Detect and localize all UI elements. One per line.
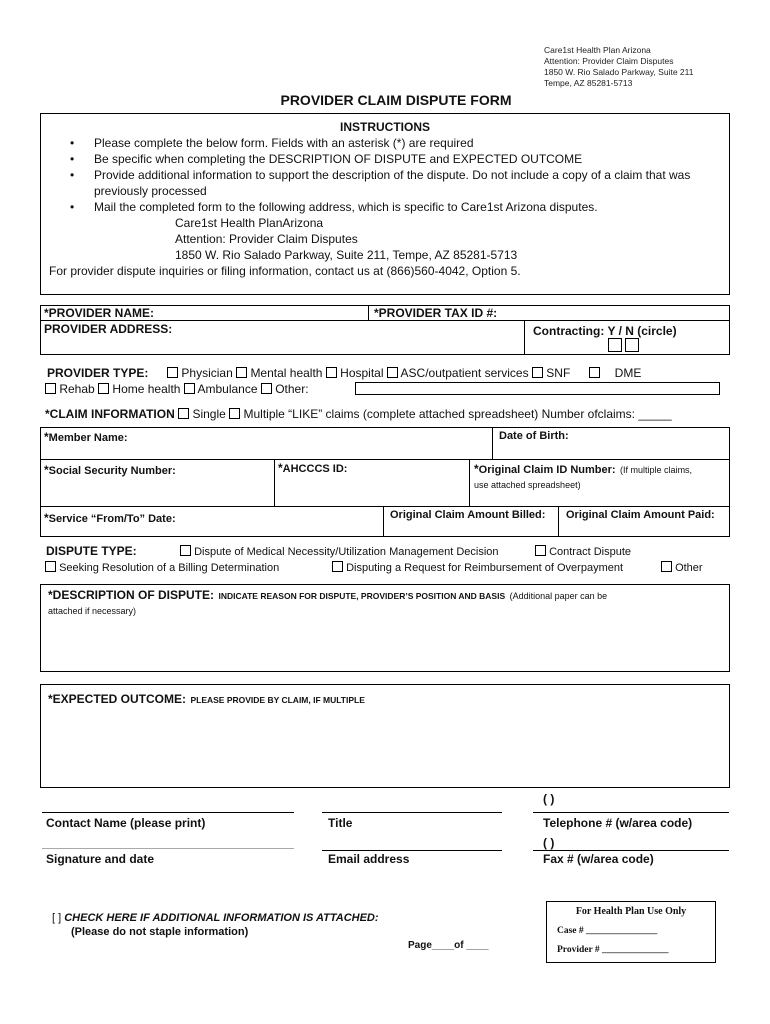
ambulance-label: Ambulance <box>197 382 258 396</box>
mental-health-label: Mental health <box>250 366 323 380</box>
ahcccs-id-field[interactable] <box>278 461 347 475</box>
provider-address-label: PROVIDER ADDRESS: <box>44 322 173 336</box>
contact-name-label: Contact Name (please print) <box>46 816 206 830</box>
provider-type-row1 <box>47 366 641 380</box>
multiple-claim-label: Multiple “LIKE” claims (complete attached spreadsheet) Number ofclaims: _____ <box>243 407 672 421</box>
rehab-label: Rehab <box>59 382 95 396</box>
mailing-address-block <box>544 45 693 89</box>
single-claim-checkbox[interactable] <box>178 408 189 419</box>
expected-label: *EXPECTED OUTCOME: <box>48 692 187 706</box>
additional-info-checkbox[interactable]: [ ] <box>52 912 62 924</box>
original-claim-id-field[interactable] <box>474 462 729 492</box>
physician-checkbox[interactable] <box>167 367 178 378</box>
dispute-type-label: DISPUTE TYPE: <box>46 544 137 558</box>
description-caps: INDICATE REASON FOR DISPUTE, PROVIDER’S POSITION AND BASIS <box>218 591 506 601</box>
other-type-input[interactable] <box>355 382 720 395</box>
claim-info-row <box>45 407 672 421</box>
amount-paid-field[interactable]: Original Claim Amount Paid: <box>566 509 715 521</box>
divider <box>368 305 369 321</box>
bullet-icon: • <box>70 168 75 182</box>
required-asterisk: * <box>474 462 479 476</box>
address-line: Attention: Provider Claim Disputes <box>544 56 674 66</box>
instruction-text: Mail the completed form to the following address, which is specific to Care1st Arizona disputes. <box>94 200 598 214</box>
additional-info-check[interactable] <box>52 912 379 924</box>
description-note: attached if necessary) <box>48 606 137 616</box>
provider-tax-id-field[interactable] <box>374 306 497 320</box>
other-type-label: Other: <box>275 382 309 396</box>
home-health-label: Home health <box>112 382 181 396</box>
hospital-label: Hospital <box>340 366 384 380</box>
ambulance-checkbox[interactable] <box>184 383 195 394</box>
contact-info: For provider dispute inquiries or filing information, contact us at (866)560-4042, Option 5. <box>49 264 521 278</box>
instruction-text: previously processed <box>94 184 207 198</box>
staple-note: (Please do not staple information) <box>71 926 249 938</box>
multiple-claim-checkbox[interactable] <box>229 408 240 419</box>
dispute-opt5 <box>661 561 703 574</box>
dispute-opt1 <box>180 545 499 558</box>
overpayment-checkbox[interactable] <box>332 561 343 572</box>
hospital-checkbox[interactable] <box>326 367 337 378</box>
description-label: *DESCRIPTION OF DISPUTE: <box>48 588 215 602</box>
instruction-item <box>40 135 730 151</box>
instruction-text: Be specific when completing the DESCRIPTION OF DISPUTE and EXPECTED OUTCOME <box>94 152 583 166</box>
health-plan-use-heading: For Health Plan Use Only <box>575 906 687 917</box>
required-asterisk: * <box>44 463 49 477</box>
contact-name-line[interactable] <box>42 812 294 813</box>
email-label: Email address <box>328 852 410 866</box>
address-line: Tempe, AZ 85281-5713 <box>544 78 633 88</box>
dispute-opt3 <box>45 561 279 574</box>
provider-name-label: PROVIDER NAME: <box>48 306 155 320</box>
description-note: (Additional paper can be <box>509 591 608 601</box>
mail-address <box>40 215 730 263</box>
fax-line[interactable] <box>533 850 729 851</box>
required-asterisk: * <box>44 306 49 320</box>
address-line: Care1st Health Plan Arizona <box>544 45 651 55</box>
dispute-opt2 <box>535 545 631 558</box>
snf-checkbox[interactable] <box>532 367 543 378</box>
provider-tax-id-label: PROVIDER TAX ID #: <box>378 306 498 320</box>
additional-info-label: CHECK HERE IF ADDITIONAL INFORMATION IS ATTACHED: <box>64 912 379 924</box>
expected-header <box>48 690 365 708</box>
email-line[interactable] <box>322 850 502 851</box>
other-dispute-checkbox[interactable] <box>661 561 672 572</box>
rehab-checkbox[interactable] <box>45 383 56 394</box>
provider-type-label: PROVIDER TYPE: <box>47 366 149 380</box>
original-claim-note: use attached spreadsheet) <box>474 480 581 490</box>
dme-label: DME <box>614 366 642 380</box>
description-header <box>48 588 723 618</box>
title-line[interactable] <box>322 812 502 813</box>
mail-address-line: 1850 W. Rio Salado Parkway, Suite 211, Tempe, AZ 85281-5713 <box>175 248 518 262</box>
physician-label: Physician <box>181 366 233 380</box>
signature-date-label: Signature and date <box>46 852 155 866</box>
telephone-area-code: ( ) <box>543 792 555 806</box>
bullet-icon: • <box>70 152 75 166</box>
medical-necessity-label: Dispute of Medical Necessity/Utilization Management Decision <box>194 546 499 558</box>
instruction-item <box>40 199 730 215</box>
claim-info-label: *CLAIM INFORMATION <box>45 407 175 421</box>
instruction-item <box>40 167 730 199</box>
fax-label: Fax # (w/area code) <box>543 852 654 866</box>
signature-line[interactable] <box>42 848 294 849</box>
overpayment-label: Disputing a Request for Reimbursement of Overpayment <box>346 562 624 574</box>
contracting-y-checkbox[interactable] <box>608 338 622 352</box>
amount-billed-field[interactable]: Original Claim Amount Billed: <box>390 509 546 521</box>
contracting-label: Contracting: Y / N (circle) <box>533 324 677 338</box>
asc-label: ASC/outpatient services <box>400 366 529 380</box>
home-health-checkbox[interactable] <box>98 383 109 394</box>
snf-label: SNF <box>546 366 571 380</box>
expected-caps: PLEASE PROVIDE BY CLAIM, IF MULTIPLE <box>190 695 365 705</box>
divider <box>274 459 275 506</box>
service-date-label: Service “From/To” Date: <box>48 513 176 525</box>
case-number-field[interactable]: Case # _______________ <box>557 926 658 936</box>
instruction-item <box>40 151 730 167</box>
page-number: Page____of ____ <box>408 940 489 951</box>
telephone-line[interactable] <box>533 812 729 813</box>
provider-number-field[interactable]: Provider # ______________ <box>557 945 669 955</box>
service-date-field[interactable] <box>44 511 176 525</box>
member-name-field[interactable] <box>44 430 128 444</box>
bullet-icon: • <box>70 200 75 214</box>
ssn-field[interactable] <box>44 463 176 477</box>
required-asterisk: * <box>44 511 49 525</box>
title-label: Title <box>328 816 353 830</box>
mail-address-line: Care1st Health PlanArizona <box>175 216 324 230</box>
instructions-heading: INSTRUCTIONS <box>340 120 430 134</box>
divider <box>492 427 493 459</box>
instruction-text: Please complete the below form. Fields with an asterisk (*) are required <box>94 136 474 150</box>
divider <box>524 320 525 355</box>
medical-necessity-checkbox[interactable] <box>180 545 191 556</box>
original-claim-id-label: Original Claim ID Number: <box>478 464 616 476</box>
divider <box>40 459 730 460</box>
address-line: 1850 W. Rio Salado Parkway, Suite 211 <box>544 67 694 77</box>
dob-field[interactable]: Date of Birth: <box>499 430 569 442</box>
required-asterisk: * <box>278 461 283 475</box>
dme-checkbox[interactable] <box>589 367 600 378</box>
ahcccs-id-label: AHCCCS ID: <box>282 463 348 475</box>
form-title: PROVIDER CLAIM DISPUTE FORM <box>280 92 512 108</box>
divider <box>40 320 730 321</box>
provider-type-row2 <box>45 382 309 396</box>
ssn-label: Social Security Number: <box>48 465 176 477</box>
other-type-checkbox[interactable] <box>261 383 272 394</box>
dispute-opt4 <box>332 561 623 574</box>
asc-checkbox[interactable] <box>387 367 398 378</box>
contracting-n-checkbox[interactable] <box>625 338 639 352</box>
mail-address-line: Attention: Provider Claim Disputes <box>175 232 358 246</box>
contract-dispute-checkbox[interactable] <box>535 545 546 556</box>
fax-area-code: ( ) <box>543 836 555 850</box>
original-claim-note: (If multiple claims, <box>620 465 693 475</box>
billing-determination-label: Seeking Resolution of a Billing Determination <box>59 562 280 574</box>
single-claim-label: Single <box>192 407 226 421</box>
instruction-text: Provide additional information to support the description of the dispute. Do not include a copy of a claim that was <box>94 168 691 182</box>
billing-determination-checkbox[interactable] <box>45 561 56 572</box>
required-asterisk: * <box>374 306 379 320</box>
instructions-content <box>40 119 730 279</box>
divider <box>383 506 384 537</box>
contracting-checkboxes <box>608 338 639 356</box>
divider <box>469 459 470 506</box>
telephone-label: Telephone # (w/area code) <box>543 816 693 830</box>
bullet-icon: • <box>70 136 75 150</box>
divider <box>40 506 730 507</box>
member-name-label: Member Name: <box>48 432 128 444</box>
other-dispute-label: Other <box>675 562 703 574</box>
mental-health-checkbox[interactable] <box>236 367 247 378</box>
required-asterisk: * <box>44 430 49 444</box>
provider-name-field[interactable] <box>44 306 154 320</box>
contract-dispute-label: Contract Dispute <box>549 546 631 558</box>
divider <box>558 506 559 537</box>
